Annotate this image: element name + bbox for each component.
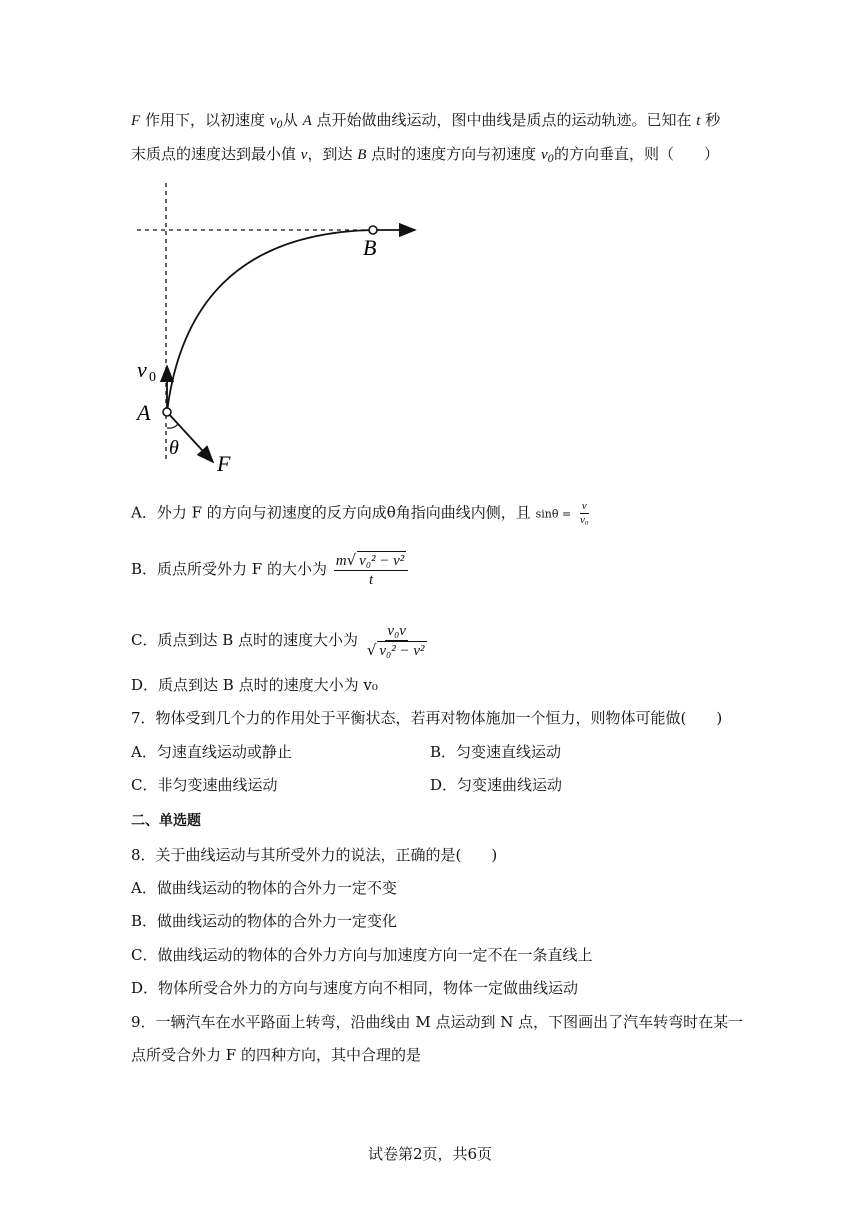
fraction: $\frac{v}{\text{v₀}}$	[579, 500, 589, 526]
option-7A: A．匀速直线运动或静止	[131, 743, 292, 761]
question-9-line-1: 9．一辆汽车在水平路面上转弯，沿曲线由 M 点运动到 N 点，下图画出了汽车转弯时在某一	[131, 1013, 744, 1031]
label-F: F	[217, 451, 231, 476]
option-8B: B．做曲线运动的物体的合外力一定变化	[131, 912, 398, 930]
option-8A: A．做曲线运动的物体的合外力一定不变	[131, 879, 397, 897]
option-7D: D．匀变速曲线运动	[430, 776, 563, 794]
option-8D: D．物体所受合外力的方向与速度方向不相同，物体一定做曲线运动	[131, 979, 579, 997]
label-v-subscript: 0	[149, 370, 156, 385]
option-6B: B．质点所受外力 F 的大小为 $\frac{\text{m√ v₀² − v²}}{t}$	[131, 551, 410, 589]
point-B	[369, 226, 377, 234]
label-theta: θ	[169, 437, 179, 459]
label-B: B	[363, 235, 377, 260]
trajectory-figure	[125, 178, 435, 478]
option-6C: C．质点到达 B 点时的速度大小为 $\frac{\text{v₀v}}{\text{√ v₀² − v²}}$	[131, 622, 431, 660]
point-A	[163, 408, 171, 416]
question-stem-line-2: 末质点的速度达到最小值 v，到达 B 点时的速度方向与初速度 $v_0$的方向垂直，则（ ）	[131, 145, 720, 165]
label-v: v	[137, 357, 147, 382]
option-6A: A．外力 F 的方向与初速度的反方向成θ角指向曲线内侧，且 sinθ = $\frac{v}{\text{v₀}}$	[131, 500, 589, 526]
trajectory-curve	[167, 230, 373, 412]
section-heading: 二、单选题	[131, 813, 201, 829]
question-stem-line-1: F 作用下，以初速度 $v_0$从 A 点开始做曲线运动，图中曲线是质点的运动轨迹。已知在 t 秒	[131, 111, 721, 131]
option-8C: C．做曲线运动的物体的合外力方向与加速度方向一定不在一条直线上	[131, 946, 593, 964]
question-9-line-2: 点所受合外力 F 的四种方向，其中合理的是	[131, 1046, 421, 1064]
fraction: $\frac{\text{v₀v}}{\text{√ v₀² − v²}}$	[366, 623, 425, 659]
fraction: $\frac{\text{m√ v₀² − v²}}{t}$	[334, 551, 409, 589]
label-A: A	[137, 400, 151, 425]
question-8-stem: 8．关于曲线运动与其所受外力的说法，正确的是( )	[131, 846, 498, 864]
page-footer: 试卷第2页，共6页	[367, 1145, 493, 1163]
option-7B: B．匀变速直线运动	[430, 743, 562, 761]
question-7-stem: 7．物体受到几个力的作用处于平衡状态，若再对物体施加一个恒力，则物体可能做( )	[131, 709, 723, 727]
option-6D: D．质点到达 B 点时的速度大小为 v₀	[131, 676, 378, 694]
theta-arc	[167, 424, 178, 428]
option-7C: C．非匀变速曲线运动	[131, 776, 278, 794]
